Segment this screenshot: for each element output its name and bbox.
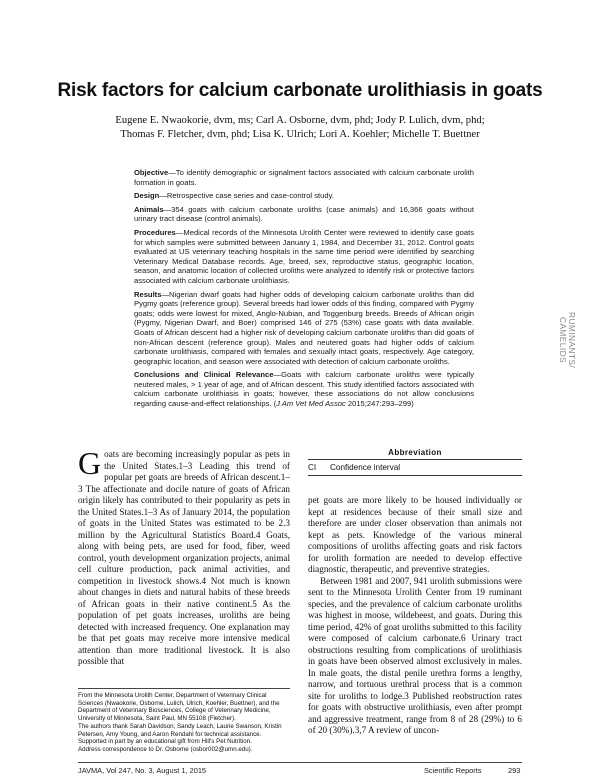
footnote-acknowledgment: The authors thank Sarah Davidson, Sandy Leach, Laurie Swanson, Kristin Petersen, Amy Young, and Aaron Rendahl for technical assistance. [78,722,282,738]
abbreviation-row [308,460,522,476]
procedures-text: —Medical records of the Minnesota Urolith Center were reviewed to identify case goats for which samples were submitted between January 1, 1984, and December 31, 2012. Control goats evaluated at US veterinary teaching hospitals in the same time period were identified by searching Veterinary Medical Database records. Age, breed, sex, reproductive status, geographic location, season, and anatomic location of collected uroliths were analyzed to identify risk or protective factors associated with calcium carbonate urolithiasis. [134,227,474,285]
animals-label: Animals [134,204,164,214]
abbreviation-key: CI [308,463,317,472]
footer-journal-info: JAVMA, Vol 247, No. 3, August 1, 2015 [78,766,207,775]
conclusions-label: Conclusions and Clinical Relevance [134,370,274,380]
design-label: Design [134,191,160,201]
author-list [60,114,540,141]
results-label: Results [134,289,162,299]
results-text: —Nigerian dwarf goats had higher odds of developing calcium carbonate uroliths than did Pygmy goats (reference group). Several breeds had lower odds of this finding, compared with Pygmy goats; odds were lowest for mixed, Anglo-Nubian, and Toggenburg breeds. Breeds of African origin (Pygmy, Nigerian Dwarf, and Boer) comprised 146 of 275 (53%) case goats with data available. Goats of African descent had a higher risk of developing calcium carbonate uroliths than did goats of non-African descent (reference group). Males and neutered goats had higher odds of calcium carbonate urolithiasis, compared with females and sexually intact goats, respectively. Age category, geographic location, and season were associated with detection of calcium carbonate uroliths. [134,289,474,366]
author-line-1: Eugene E. Nwaokorie, dvm, ms; Carl A. Osborne, dvm, phd; Jody P. Lulich, dvm, phd; [115,115,485,126]
abstract [134,168,474,413]
intro-paragraph: oats are becoming increasingly popular as pets in the United States.1–3 Leading this trend of popular pet goats are breeds of African descent.1–3 The affectionate and docile nature of goats of African origin likely has contributed to their popularity as pets in the United States.1–3 As of January 2014, the population of goats in the United States was estimated to be 2.3 million by the Agricultural Statistics Board.4 Goats, along with being pets, are used for food, fiber, weed control, youth development organization projects, animal cell culture production, pack animal activities, and competition in livestock shows.4 Not much is known about changes in diets and natural habits of these breeds of African goats in their native continent.5 As the population of pet goats increases, uroliths are being detected with increased frequency. One explanation may be that pet goats may receive more intensive medical attention than more traditional livestock. It is also possible that [78,449,290,666]
objective-text: —To identify demographic or signalment factors associated with calcium carbonate urolith formation in goats. [134,168,474,187]
author-line-2: Thomas F. Fletcher, dvm, phd; Lisa K. Ulrich; Lori A. Koehler; Michelle T. Buettner [120,128,480,140]
abstract-conclusions [134,370,474,408]
abbreviation-meaning: Confidence interval [330,463,401,472]
animals-text: —354 goats with calcium carbonate uroliths (case animals) and 16,366 goats without urinary tract disease (control animals). [134,204,474,224]
footnote-correspondence: Address correspondence to Dr. Osborne (osbor002@umn.edu). [78,745,253,753]
page-number: 293 [508,766,521,775]
abstract-animals [134,205,474,224]
section-side-tab: RUMINANTS/ CAMELIDS [558,311,577,369]
abstract-results [134,290,474,367]
col2-paragraph-1: pet goats are more likely to be housed individually or kept at residences because of their small size and therefore are under closer observation than animals not kept as pets. Knowledge of the various mineral compositions of uroliths affecting goats and risk factors for urolith formation are needed to develop effective diagnostic, therapeutic, and preventive strategies. [308,495,522,574]
drop-cap: G [78,445,102,481]
abstract-procedures [134,228,474,286]
abbreviation-heading: Abbreviation [308,448,522,460]
citation-tail: 2015;247:293–299) [345,399,414,409]
abbreviation-box [308,448,522,476]
design-text: —Retrospective case series and case-control study. [159,191,334,201]
body-column-2 [308,495,522,737]
citation-journal: J Am Vet Med Assoc [276,399,346,409]
abstract-objective [134,168,474,187]
abstract-design [134,191,474,201]
footer-divider [78,762,522,763]
col2-paragraph-2: Between 1981 and 2007, 941 urolith submissions were sent to the Minnesota Urolith Center from 19 ruminant species, and the prevalence of calcium carbonate uroliths was highest in moose, wildebeest, and goats. During this time period, 42% of goat uroliths submitted to this facility were composed of calcium carbonate.6 Urinary tract obstructions resulting from complications of urolithiasis in goats have been observed almost exclusively in males. In male goats, the distal penile urethra forms a lengthy, narrow, and tortuous urethral process that is a common site for uroliths to lodge.3 Published reobstruction rates for goats with obstructive urolithiasis, even after prompt and aggressive treatment, range from 8 of 28 (29%) to 6 of 20 (30%).3,7 A review of uncon- [308,575,522,735]
footnotes [78,688,290,754]
footer-section: Scientific Reports [424,766,482,775]
article-title: Risk factors for calcium carbonate urolithiasis in goats [57,80,543,101]
footnote-support: Supported in part by an educational gift from Hill's Pet Nutrition. [78,738,252,746]
procedures-label: Procedures [134,227,176,237]
footnote-affiliation: From the Minnesota Urolith Center, Department of Veterinary Clinical Sciences (Nwaokorie, Osborne, Lulich, Ulrich, Koehler, Buettner), and the Department of Veterinary Biosciences, College of Veterinary Medicine, University of Minnesota, Saint Paul, MN 55108 (Fletcher). [78,692,280,723]
conclusions-text: —Goats with calcium carbonate uroliths were typically neutered males, > 1 year of age, and of African descent. This study identified factors associated with calcium carbonate urolithiasis in goats; however, these associations do not allow conclusions regarding cause-and-effect relationships. ( [134,370,474,409]
objective-label: Objective [134,168,169,177]
body-column-1 [78,445,290,668]
